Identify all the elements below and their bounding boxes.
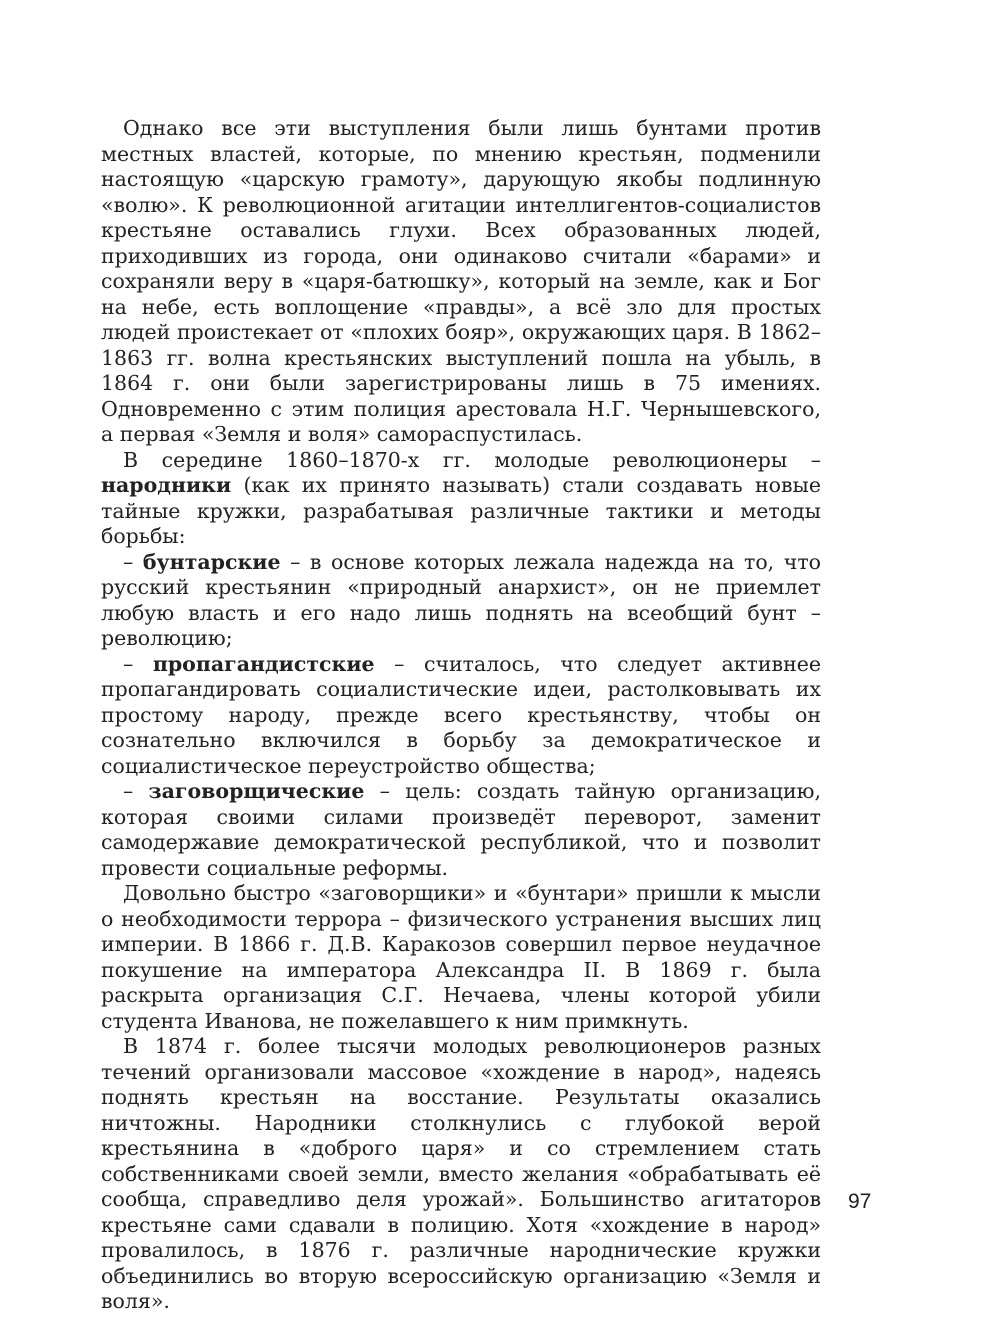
text-run: Однако все эти выступления были лишь бунтами против местных властей, которые, по мнению крестьян, подменили настоящую «царскую грамоту», дарующую якобы подлинную «волю». К революционной агитации интеллигентов-социалистов крестьяне оставались глухи. Всех образованных людей, приходивших из города, они одинаково считали «барами» и сохраняли веру в «царя-батюшку», который на земле, как и Бог на небе, есть воплощение «правды», а всё зло для простых людей проистекает от «плохих бояр», окружающих царя. В 1862–1863 гг. волна крестьянских выступлений пошла на убыль, в 1864 г. они были зарегистрированы лишь в 75 имениях. Одновременно с этим полиция арестовала Н.Г. Чернышевского, а первая «Земля и воля» самораспустилась.	[101, 116, 821, 446]
text-run: – считалось, что следует активнее пропагандировать социалистические идеи, растолковывать их простому народу, прежде всего крестьянству, чтобы он сознательно включился в борьбу за демократическое и социалистическое переустройство общества;	[101, 651, 821, 778]
list-item	[101, 779, 821, 881]
main-text	[101, 116, 821, 1315]
text-run: –	[123, 651, 153, 676]
paragraph	[101, 448, 821, 550]
page-number: 97	[848, 1190, 872, 1213]
list-item	[101, 652, 821, 780]
term-buntarskie: бунтарские	[142, 549, 281, 574]
text-run: – в основе которых лежала надежда на то, что русский крестьянин «природный анархист», он не приемлет любую власть и его надо лишь поднять на всеобщий бунт – революцию;	[101, 549, 821, 650]
text-run: – цель: создать тайную организацию, которая своими силами произведёт переворот, заменит самодержавие демократической республикой, что и позволит провести социальные реформы.	[101, 779, 821, 880]
text-run: В середине 1860–1870-х гг. молодые революционеры –	[123, 447, 821, 472]
paragraph	[101, 116, 821, 448]
paragraph	[101, 1034, 821, 1315]
term-zagovorshchicheskie: заговорщические	[148, 779, 365, 803]
text-run: –	[123, 779, 149, 803]
list-item	[101, 550, 821, 652]
text-run: –	[123, 549, 143, 574]
text-run: Довольно быстро «заговорщики» и «бунтари» пришли к мысли о необходимости террора – физического устранения высших лиц империи. В 1866 г. Д.В. Каракозов совершил первое неудачное покушение на императора Александра II. В 1869 г. была раскрыта организация С.Г. Нечаева, члены которой убили студента Иванова, не пожелавшего к ним примкнуть.	[101, 881, 821, 1033]
term-propagandistskie: пропагандистские	[152, 651, 375, 676]
text-run: (как их принято называть) стали создавать новые тайные кружки, разрабатывая различные тактики и методы борьбы:	[101, 473, 821, 548]
term-narodniki: народники	[101, 473, 232, 497]
text-run: В 1874 г. более тысячи молодых революционеров разных течений организовали массовое «хождение в народ», надеясь поднять крестьян на восстание. Результаты оказались ничтожны. Народники столкнулись с глубокой верой крестьянина в «доброго царя» и со стремлением стать собственниками своей земли, вместо желания «обрабатывать её сообща, справедливо деля урожай». Большинство агитаторов крестьяне сами сдавали в полицию. Хотя «хождение в народ» провалилось, в 1876 г. различные народнические кружки объединились во вторую всероссийскую организацию «Земля и воля».	[101, 1034, 821, 1313]
paragraph	[101, 881, 821, 1034]
